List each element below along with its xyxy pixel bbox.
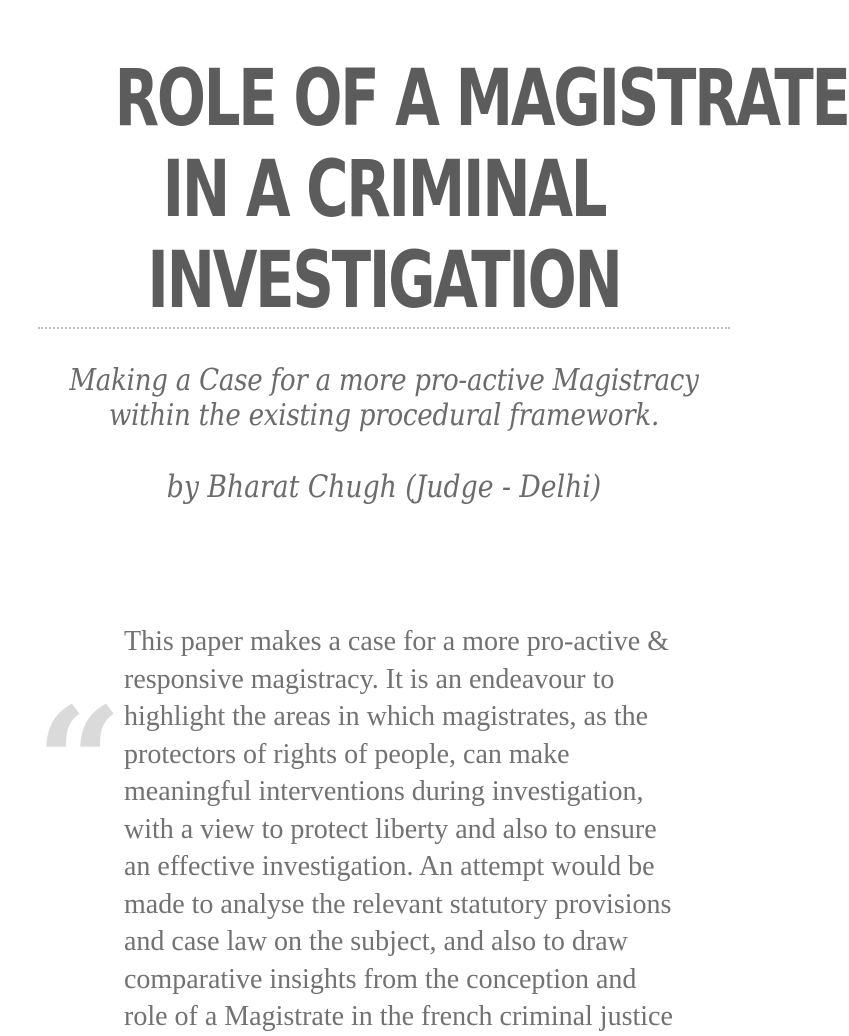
abstract-line: comparative insights from the conception and [124,963,637,995]
document-title [114,54,849,327]
author-byline: by Bharat Chugh (Judge - Delhi) [166,469,602,505]
document-subtitle [67,363,700,433]
quotation-mark-icon: “ [36,675,123,851]
abstract-line: highlight the areas in which magistrates, as the [124,701,649,732]
subtitle-line: Making a Case for a more pro-active Magistracy [69,363,699,398]
title-line: INVESTIGATION [147,236,621,326]
abstract-line: and case law on the subject, and also to draw [124,926,628,957]
abstract-line: responsive magistracy. It is an endeavour to [124,663,615,695]
dotted-divider [38,327,730,329]
abstract-line: with a view to protect liberty and also to ensure [124,813,657,845]
title-line: ROLE OF A MAGISTRATE [114,54,849,144]
abstract-line: meaningful interventions during investigation, [124,776,644,807]
abstract-line: role of a Magistrate in the french criminal justice [124,1001,673,1032]
subtitle-line: within the existing procedural framework. [108,398,660,433]
abstract-line: This paper makes a case for a more pro-active & [124,626,669,657]
title-line: IN A CRIMINAL [162,145,606,235]
abstract-line: protectors of rights of people, can make [124,738,570,770]
abstract-line: an effective investigation. An attempt would be [124,851,655,882]
abstract-line: made to analyse the relevant statutory provisions [124,888,672,920]
abstract-quote [124,623,734,1036]
